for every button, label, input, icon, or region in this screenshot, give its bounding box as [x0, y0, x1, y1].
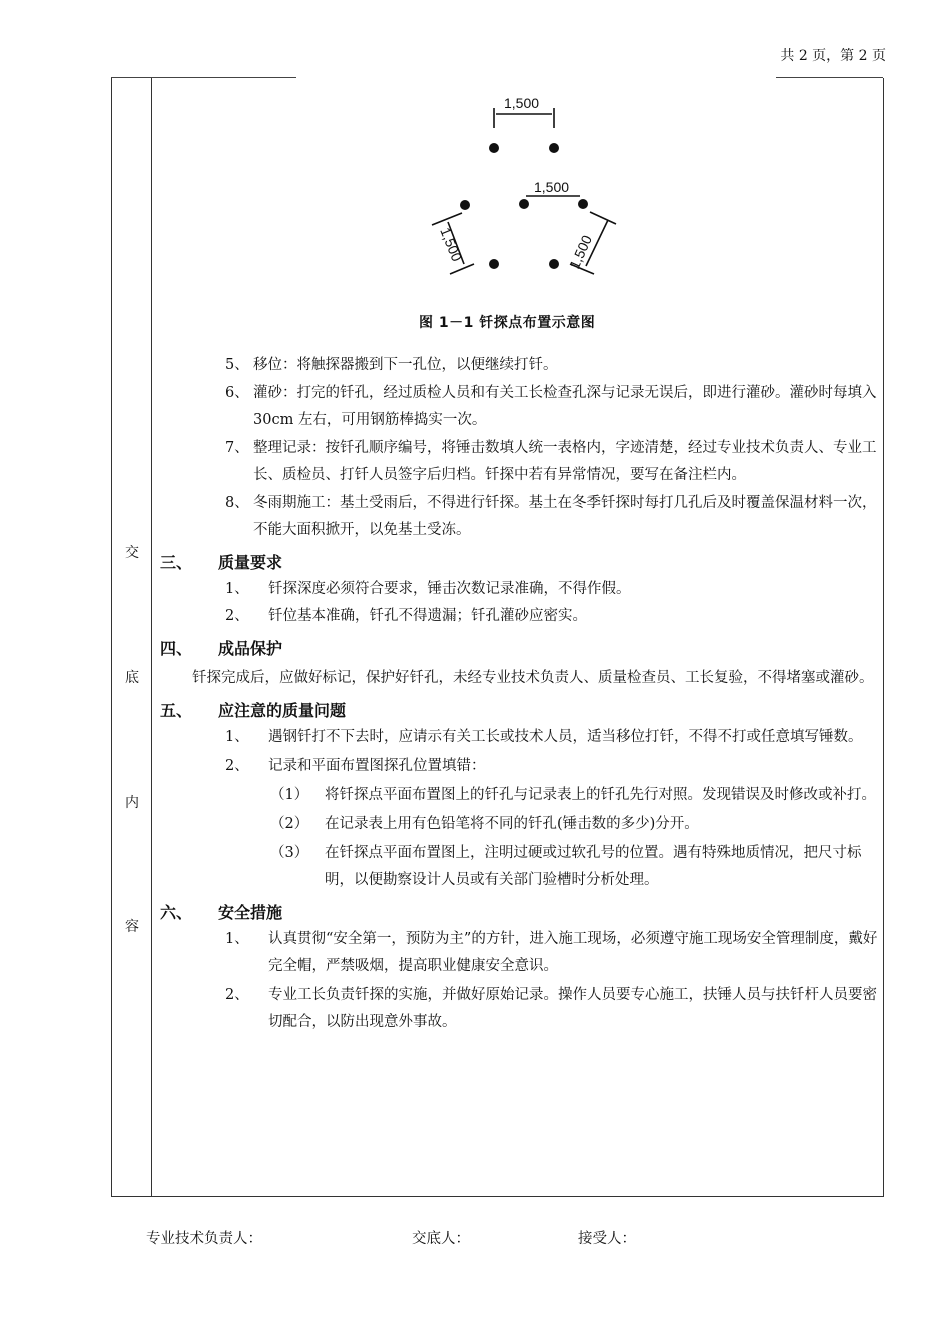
- figure-caption: 图 1－1 钎探点布置示意图: [419, 315, 596, 331]
- item-number: 5、: [225, 357, 249, 373]
- probe-point: [549, 259, 559, 269]
- dim-right-label: 1,500: [566, 232, 595, 272]
- list-item: [160, 380, 878, 434]
- probe-point: [549, 143, 559, 153]
- section-title: 安全措施: [218, 903, 283, 922]
- tech-lead-signature-label: 专业技术负责人：: [146, 1231, 262, 1247]
- side-label-char-4: 容: [125, 919, 139, 935]
- list-item: [160, 926, 878, 980]
- probe-point: [489, 143, 499, 153]
- dim-top-label: 1,500: [504, 95, 540, 111]
- item-text: 认真贯彻“安全第一，预防为主”的方针，进入施工现场，必须遵守施工现场安全管理制度，戴好完全帽，严禁吸烟，提高职业健康安全意识。: [268, 931, 878, 974]
- item-text: 钎探深度必须符合要求，锤击次数记录准确，不得作假。: [268, 581, 631, 597]
- item-text: 在记录表上用有色铅笔将不同的钎孔(锤击数的多少)分开。: [325, 816, 699, 832]
- section-number: 六、: [160, 903, 193, 922]
- list-item: [160, 753, 878, 780]
- section-title: 成品保护: [218, 639, 283, 658]
- probe-point: [578, 199, 588, 209]
- item-text: 移位：将触探器搬到下一孔位，以便继续打钎。: [253, 357, 558, 373]
- section-title: 质量要求: [218, 553, 283, 572]
- frame-top-left-line: [152, 77, 296, 78]
- page-number: 共 2 页，第 2 页: [780, 48, 886, 64]
- item-number: 2、: [225, 987, 249, 1003]
- item-number: 1、: [225, 581, 249, 597]
- content-body: [160, 352, 878, 1036]
- dim-right-ext-1: [590, 212, 616, 224]
- sub-list-item: [160, 840, 878, 894]
- section-heading-safety: [160, 900, 878, 926]
- section-number: 四、: [160, 639, 193, 658]
- column-divider: [151, 78, 152, 1196]
- item-number: 1、: [225, 931, 249, 947]
- item-number: 2、: [225, 608, 249, 624]
- probe-point: [489, 259, 499, 269]
- item-text: 将钎探点平面布置图上的钎孔与记录表上的钎孔先行对照。发现错误及时修改或补打。: [325, 787, 876, 803]
- item-text: 遇钢钎打不下去时，应请示有关工长或技术人员，适当移位打钎，不得不打或任意填写锤数。: [268, 729, 863, 745]
- item-number: （1）: [270, 787, 309, 803]
- item-number: 8、: [225, 495, 249, 511]
- list-item: [160, 724, 878, 751]
- item-text: 钎位基本准确，钎孔不得遗漏；钎孔灌砂应密实。: [268, 608, 587, 624]
- item-text: 整理记录：按钎孔顺序编号，将锤击数填人统一表格内，字迹清楚，经过专业技术负责人、专业工长、质检员、打钎人员签字后归档。钎探中若有异常情况，要写在备注栏内。: [253, 440, 877, 483]
- item-text: 灌砂：打完的钎孔，经过质检人员和有关工长检查孔深与记录无误后，即进行灌砂。灌砂时每填入 30cm 左右，可用钢筋棒捣实一次。: [253, 385, 877, 428]
- frame-top-side-line: [111, 77, 152, 78]
- item-text: 在钎探点平面布置图上，注明过硬或过软孔号的位置。遇有特殊地质情况，把尺寸标明，以便勘察设计人员或有关部门验槽时分析处理。: [325, 845, 862, 888]
- section-title: 应注意的质量问题: [218, 701, 347, 720]
- list-item: [160, 490, 878, 544]
- handover-signature-label: 交底人：: [412, 1231, 470, 1247]
- section-number: 五、: [160, 701, 193, 720]
- section-number: 三、: [160, 553, 193, 572]
- sub-list-item: [160, 782, 878, 809]
- receiver-signature-label: 接受人：: [578, 1231, 636, 1247]
- item-number: （2）: [270, 816, 309, 832]
- protection-paragraph: 钎探完成后，应做好标记，保护好钎孔，未经专业技术负责人、质量检查员、工长复验，不得堵塞或灌砂。: [192, 670, 874, 686]
- probe-layout-diagram: [410, 88, 630, 288]
- side-label-char-3: 内: [125, 795, 139, 811]
- section-heading-quality: [160, 550, 878, 576]
- item-text: 冬雨期施工：基土受雨后，不得进行钎探。基土在冬季钎探时每打几孔后及时覆盖保温材料一次，不能大面积掀开，以免基土受冻。: [253, 495, 877, 538]
- side-label-char-1: 交: [125, 545, 139, 561]
- list-item: [160, 982, 878, 1036]
- dim-mid-label: 1,500: [534, 179, 570, 195]
- list-item: [160, 435, 878, 489]
- probe-point: [519, 199, 529, 209]
- steps-list: [160, 352, 878, 544]
- item-text: 记录和平面布置图探孔位置填错：: [268, 758, 486, 774]
- list-item: [160, 576, 878, 603]
- section-heading-protection: [160, 636, 878, 662]
- item-number: （3）: [270, 845, 309, 861]
- sub-list-item: [160, 811, 878, 838]
- probe-point: [460, 200, 470, 210]
- list-item: [160, 352, 878, 379]
- item-number: 6、: [225, 385, 249, 401]
- dim-left-ext-1: [432, 213, 462, 225]
- item-number: 2、: [225, 758, 249, 774]
- list-item: [160, 603, 878, 630]
- dim-left-ext-2: [450, 264, 474, 274]
- item-number: 1、: [225, 729, 249, 745]
- section-heading-issues: [160, 698, 878, 724]
- dim-left-label: 1,500: [437, 225, 466, 264]
- item-number: 7、: [225, 440, 249, 456]
- frame-top-right-line: [776, 77, 883, 78]
- item-text: 专业工长负责钎探的实施，并做好原始记录。操作人员要专心施工，扶锤人员与扶钎杆人员要密切配合，以防出现意外事故。: [268, 987, 877, 1030]
- side-label-char-2: 底: [125, 670, 139, 686]
